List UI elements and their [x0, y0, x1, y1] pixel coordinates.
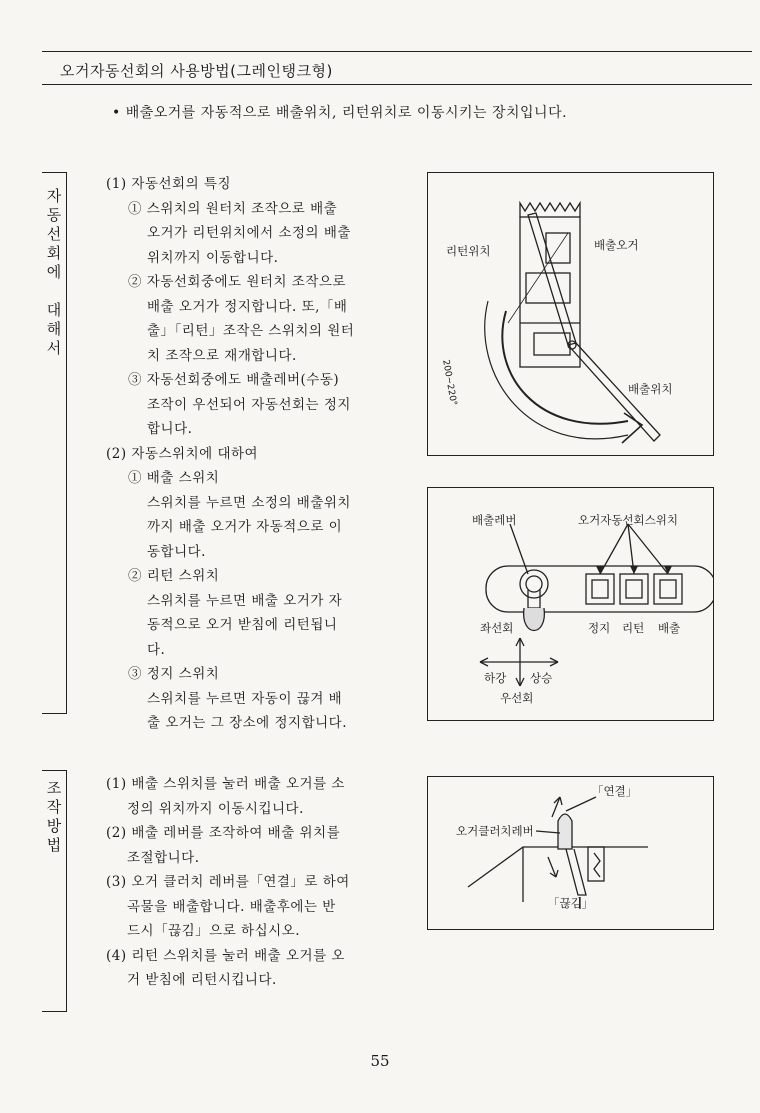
- text-line: (1) 배출 스위치를 눌러 배출 오거를 소: [106, 776, 345, 792]
- text-line: 조절합니다.: [127, 849, 200, 866]
- section-label-char: 법: [46, 836, 62, 854]
- angle-label: 200~220°: [440, 359, 459, 407]
- title-rule: [42, 84, 752, 85]
- return-switch-label: 리턴: [622, 621, 645, 635]
- text-line: 출」「리턴」조작은 스위치의 원터: [147, 323, 355, 339]
- text-line: 스위치를 누르면 자동이 끊겨 배: [147, 690, 343, 707]
- figure-auger-swing: [427, 172, 714, 456]
- section-label-char: 선: [46, 225, 62, 243]
- text-line: 까지 배출 오거가 자동적으로 이: [147, 519, 343, 535]
- text-line: 드시「끊김」으로 하십시오.: [127, 923, 300, 939]
- text-line: ② 리턴 스위치: [128, 568, 220, 584]
- text-line: ② 자동선회중에도 원터치 조작으로: [128, 274, 346, 290]
- text-line: 스위치를 누르면 소정의 배출위치: [147, 494, 351, 511]
- text-line: 조작이 우선되어 자동선회는 정지: [147, 396, 351, 413]
- text-line: 스위치를 누르면 배출 오거가 자: [147, 592, 343, 609]
- section-label-char: 에: [46, 263, 62, 281]
- section-tab-auto-turn: [42, 172, 67, 714]
- text-line: 동적으로 오거 받침에 리턴됩니: [147, 617, 338, 633]
- section-tab-operation: [42, 770, 67, 1012]
- auger-swing-drawing: [428, 173, 713, 455]
- page-number: 55: [370, 1052, 390, 1070]
- text-line: 곡물을 배출합니다. 배출후에는 반: [127, 898, 336, 915]
- text-line: (2) 자동스위치에 대하여: [106, 445, 259, 462]
- text-line: 다.: [147, 641, 166, 658]
- section-label-char: 방: [46, 817, 62, 835]
- intro-text: • 배출오거를 자동적으로 배출위치, 리턴위치로 이동시키는 장치입니다.: [112, 105, 568, 121]
- text-line: ③ 정지 스위치: [128, 666, 220, 682]
- section-label-char: 회: [46, 244, 62, 262]
- text-line: 배출 오거가 정지합니다. 또,「배: [147, 298, 348, 315]
- figure-clutch-lever: [427, 776, 714, 930]
- text-line: 치 조작으로 재개합니다.: [147, 347, 297, 364]
- figure-control-panel: [427, 487, 714, 721]
- text-line: 합니다.: [147, 421, 193, 437]
- auto-turn-switch-label: 오거자동선회스위치: [578, 513, 678, 527]
- text-line: (4) 리턴 스위치를 눌러 배출 오거를 오: [106, 947, 345, 964]
- text-line: ① 스위치의 원터치 조작으로 배출: [128, 200, 338, 217]
- discharge-lever-label: 배출레버: [472, 513, 517, 527]
- section-label-char: 해: [46, 320, 62, 338]
- text-line: 거 받침에 리턴시킵니다.: [127, 972, 277, 988]
- text-line: (3) 오거 클러치 레버를「연결」로 하여: [106, 874, 350, 890]
- text-line: (1) 자동선회의 특징: [106, 176, 231, 192]
- disengage-label: 「끊김」: [548, 896, 594, 910]
- text-line: 출 오거는 그 장소에 정지합니다.: [147, 715, 347, 731]
- section-label-char: 서: [46, 339, 62, 357]
- left-turn-label: 좌선회: [480, 621, 514, 635]
- discharge-auger-label: 배출오거: [594, 238, 639, 252]
- stop-switch-label: 정지: [588, 621, 611, 635]
- text-line: 오거가 리턴위치에서 소정의 배출: [147, 225, 351, 241]
- raise-label: 상승: [530, 671, 553, 685]
- discharge-position-label: 배출위치: [628, 382, 673, 396]
- text-line: (2) 배출 레버를 조작하여 배출 위치를: [106, 825, 341, 841]
- return-position-label: 리턴위치: [446, 244, 491, 258]
- text-line: 동합니다.: [147, 543, 206, 560]
- top-rule: [42, 51, 752, 52]
- text-line: 정의 위치까지 이동시킵니다.: [127, 800, 304, 817]
- right-turn-label: 우선회: [500, 691, 534, 705]
- section-label-char: 대: [46, 301, 62, 319]
- section-label-char: 동: [46, 206, 62, 224]
- lower-label: 하강: [484, 671, 507, 685]
- engage-label: 「연결」: [592, 784, 638, 798]
- text-line: ① 배출 스위치: [128, 470, 220, 486]
- section-label-char: 작: [46, 798, 62, 816]
- clutch-lever-label: 오거클러치레버: [456, 824, 534, 838]
- text-line: 위치까지 이동합니다.: [147, 249, 279, 266]
- discharge-switch-label: 배출: [658, 621, 681, 635]
- page-title: 오거자동선회의 사용방법(그레인탱크형): [60, 62, 333, 80]
- section-label-char: 자: [46, 187, 62, 205]
- section-label-char: 조: [46, 779, 62, 797]
- text-line: ③ 자동선회중에도 배출레버(수동): [128, 372, 340, 388]
